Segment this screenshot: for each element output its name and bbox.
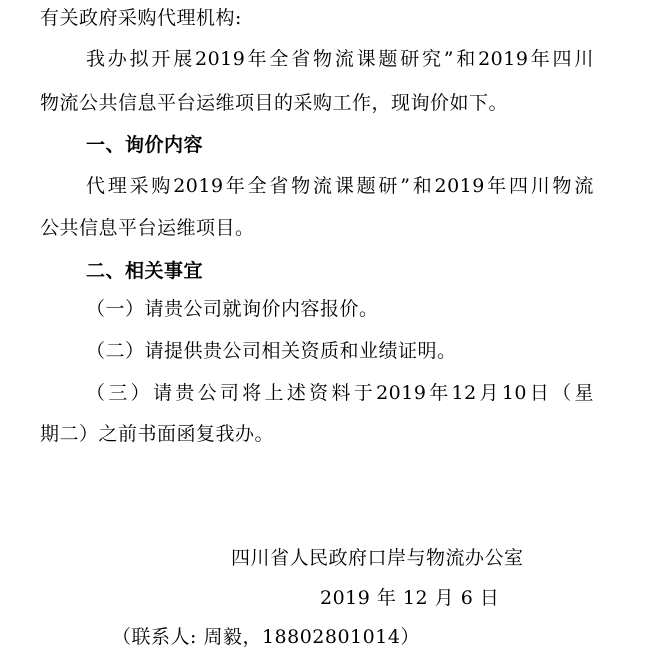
salutation: 有关政府采购代理机构: [40, 7, 242, 29]
intro-line-2: 物流公共信息平台运维项目的采购工作，现询价如下。 [40, 92, 509, 114]
section-1-heading: 一、询价内容 [86, 134, 204, 156]
section-1-line-2: 公共信息平台运维项目。 [40, 217, 255, 239]
signature-date: 2019 年 12 月 6 日 [320, 587, 500, 609]
signature-organization: 四川省人民政府口岸与物流办公室 [231, 547, 524, 569]
contact-info: （联系人: 周毅，18802801014） [112, 626, 420, 648]
intro-line-1: 我 办 拟 开 展 2019 年 全 省 物 流 课 题 研 究 ” 和 2019 年 四 川 [86, 48, 594, 70]
section-1-line-1: 代 理 采 购 2019 年 全 省 物 流 课 题 研 ” 和 2019 年 四 川 物 流 [86, 175, 594, 197]
section-2-item-1: （一）请贵公司就询价内容报价。 [86, 298, 379, 320]
section-2-item-3-line-2: 期二）之前书面函复我办。 [40, 423, 275, 445]
section-2-heading: 二、相关事宜 [86, 260, 204, 282]
section-2-item-3-line-1: （ 三 ） 请 贵 公 司 将 上 述 资 料 于 2019 年 12 月 10 日 （ 星 [86, 382, 594, 404]
section-2-item-2: （二）请提供贵公司相关资质和业绩证明。 [86, 340, 457, 362]
